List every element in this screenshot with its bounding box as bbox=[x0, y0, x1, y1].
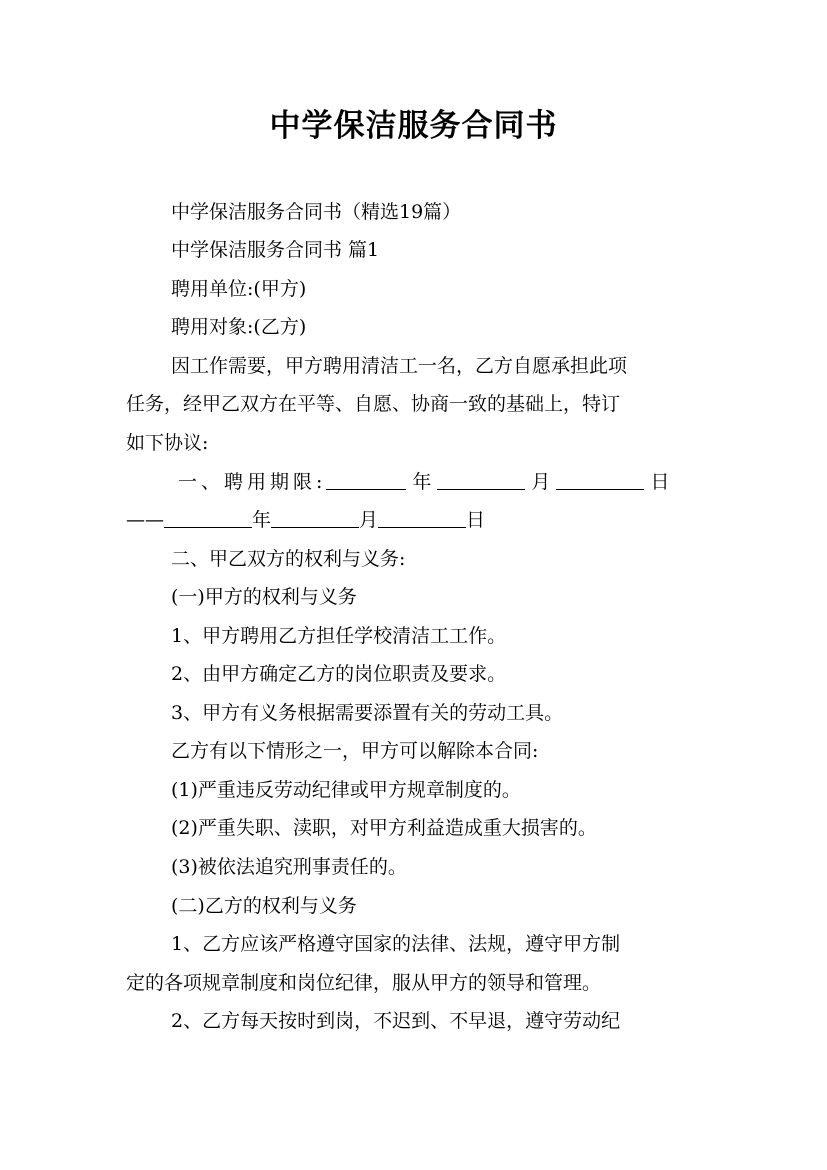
subtitle-line: 中学保洁服务合同书（精选19篇） bbox=[171, 201, 462, 223]
employee-line: 聘用对象:(乙方) bbox=[171, 316, 307, 338]
list-item: 2、由甲方确定乙方的岗位职责及要求。 bbox=[171, 663, 507, 685]
subsection-heading: (一)甲方的权利与义务 bbox=[171, 586, 357, 608]
day-label: 日 bbox=[650, 471, 670, 493]
paragraph-line: 2、乙方每天按时到岗，不迟到、不早退，遵守劳动纪 bbox=[171, 1010, 621, 1032]
dash: —— bbox=[126, 509, 164, 531]
blank-field bbox=[271, 507, 359, 528]
month-label: 月 bbox=[359, 509, 379, 531]
day-label: 日 bbox=[466, 509, 486, 531]
subsection-heading: (二)乙方的权利与义务 bbox=[171, 895, 357, 917]
document-title: 中学保洁服务合同书 bbox=[269, 108, 558, 144]
list-item: 3、甲方有义务根据需要添置有关的劳动工具。 bbox=[171, 702, 564, 724]
paragraph-line: 因工作需要，甲方聘用清洁工一名，乙方自愿承担此项 bbox=[171, 355, 628, 377]
year-label: 年 bbox=[412, 471, 432, 493]
list-item: (2)严重失职、渎职，对甲方利益造成重大损害的。 bbox=[171, 817, 597, 839]
paragraph-line: 定的各项规章制度和岗位纪律，服从甲方的领导和管理。 bbox=[126, 972, 602, 994]
list-item: (1)严重违反劳动纪律或甲方规章制度的。 bbox=[171, 779, 521, 801]
section-heading: 二、甲乙双方的权利与义务: bbox=[171, 548, 406, 570]
paragraph-line: 如下协议: bbox=[126, 432, 209, 454]
blank-field bbox=[437, 469, 525, 490]
blank-field bbox=[326, 469, 406, 490]
term-line bbox=[178, 463, 702, 502]
paragraph-line: 任务，经甲乙双方在平等、自愿、协商一致的基础上，特订 bbox=[126, 393, 621, 415]
blank-field bbox=[378, 507, 466, 528]
term-line-continued bbox=[126, 501, 702, 540]
paragraph-line: 乙方有以下情形之一，甲方可以解除本合同: bbox=[171, 740, 539, 762]
list-item: 1、甲方聘用乙方担任学校清洁工工作。 bbox=[171, 625, 507, 647]
paragraph-line: 1、乙方应该严格遵守国家的法律、法规，遵守甲方制 bbox=[171, 933, 621, 955]
list-item: (3)被依法追究刑事责任的。 bbox=[171, 856, 407, 878]
term-label: 一、聘用期限: bbox=[178, 471, 327, 493]
blank-field bbox=[556, 469, 644, 490]
year-label: 年 bbox=[252, 509, 272, 531]
section-heading: 中学保洁服务合同书 篇1 bbox=[171, 239, 380, 261]
month-label: 月 bbox=[531, 471, 551, 493]
employer-line: 聘用单位:(甲方) bbox=[171, 278, 307, 300]
blank-field bbox=[164, 507, 252, 528]
